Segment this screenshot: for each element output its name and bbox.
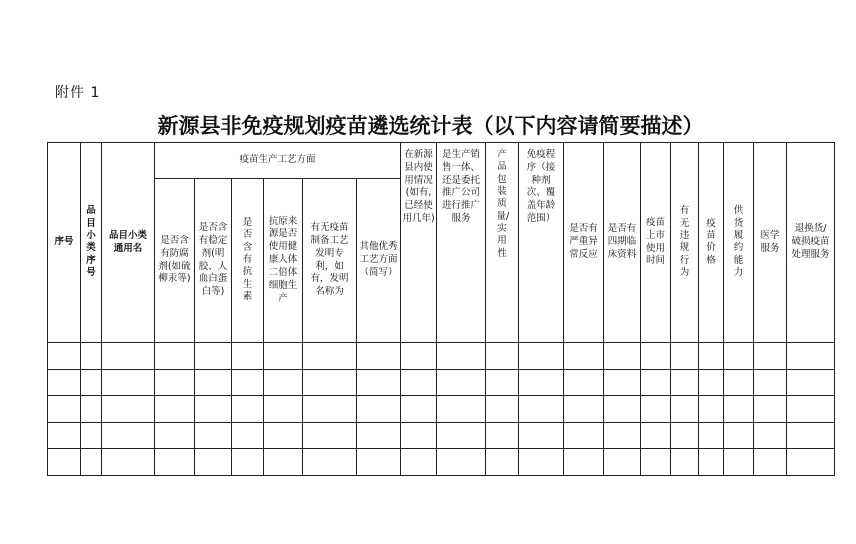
- table-cell[interactable]: [564, 343, 604, 370]
- table-cell[interactable]: [195, 369, 232, 396]
- table-row: [48, 343, 835, 370]
- table-cell[interactable]: [754, 369, 787, 396]
- table-cell[interactable]: [303, 369, 357, 396]
- table-cell[interactable]: [195, 449, 232, 476]
- header-antigen-source: 抗原来源是否使用健康人体二倍体细胞生产: [264, 179, 303, 343]
- table-cell[interactable]: [641, 343, 671, 370]
- table-cell[interactable]: [787, 396, 835, 423]
- header-price: 疫苗价格: [699, 143, 724, 343]
- table-cell[interactable]: [48, 449, 81, 476]
- table-cell[interactable]: [671, 449, 699, 476]
- table-cell[interactable]: [401, 396, 437, 423]
- table-cell[interactable]: [564, 369, 604, 396]
- table-cell[interactable]: [48, 422, 81, 449]
- table-cell[interactable]: [564, 449, 604, 476]
- table-cell[interactable]: [641, 422, 671, 449]
- table-cell[interactable]: [195, 422, 232, 449]
- table-cell[interactable]: [437, 422, 486, 449]
- table-cell[interactable]: [357, 369, 401, 396]
- header-distribution: 是生产销售一体、还是委托推广公司进行推广服务: [437, 143, 486, 343]
- table-cell[interactable]: [303, 343, 357, 370]
- table-cell[interactable]: [232, 396, 264, 423]
- table-cell[interactable]: [699, 396, 724, 423]
- table-cell[interactable]: [264, 343, 303, 370]
- header-medical-service: 医学服务: [754, 143, 787, 343]
- table-cell[interactable]: [754, 343, 787, 370]
- table-cell[interactable]: [264, 396, 303, 423]
- table-row: [48, 449, 835, 476]
- table-cell[interactable]: [519, 449, 564, 476]
- table-cell[interactable]: [357, 396, 401, 423]
- table-cell[interactable]: [155, 449, 195, 476]
- header-stabilizer: 是否含有稳定剂(明胶、人血白蛋白等): [195, 179, 232, 343]
- header-other-process: 其他优秀工艺方面（简写）: [357, 179, 401, 343]
- table-cell[interactable]: [787, 422, 835, 449]
- table-cell[interactable]: [401, 369, 437, 396]
- table-cell[interactable]: [699, 449, 724, 476]
- table-cell[interactable]: [437, 369, 486, 396]
- table-cell[interactable]: [48, 396, 81, 423]
- table-cell[interactable]: [102, 422, 155, 449]
- table-cell[interactable]: [102, 449, 155, 476]
- table-cell[interactable]: [724, 343, 754, 370]
- table-cell[interactable]: [303, 449, 357, 476]
- table-cell[interactable]: [357, 449, 401, 476]
- table-cell[interactable]: [264, 422, 303, 449]
- table-cell[interactable]: [754, 449, 787, 476]
- attachment-label: 附件 1: [55, 85, 101, 101]
- table-cell[interactable]: [699, 422, 724, 449]
- header-category-seq: 品目小类序号: [81, 143, 102, 343]
- document-title: 新源县非免疫规划疫苗遴选统计表（以下内容请简要描述）: [157, 114, 704, 138]
- header-local-usage: 在新源县内使用情况(如有,已经使用几年): [401, 143, 437, 343]
- header-return-service: 退换货/破损疫苗处理服务: [787, 143, 835, 343]
- header-patent: 有无疫苗制备工艺发明专利，如有，发明名称为: [303, 179, 357, 343]
- header-violation: 有无违规行为: [671, 143, 699, 343]
- table-cell[interactable]: [155, 422, 195, 449]
- header-phase4: 是否有四期临床资料: [604, 143, 641, 343]
- table-row: [48, 422, 835, 449]
- table-cell[interactable]: [486, 369, 519, 396]
- table-cell[interactable]: [81, 396, 102, 423]
- table-cell[interactable]: [564, 396, 604, 423]
- header-antibiotic: 是否含有抗生素: [232, 179, 264, 343]
- table-cell[interactable]: [357, 343, 401, 370]
- table-cell[interactable]: [699, 343, 724, 370]
- table-cell[interactable]: [486, 343, 519, 370]
- table-cell[interactable]: [641, 396, 671, 423]
- table-cell[interactable]: [81, 369, 102, 396]
- table-cell[interactable]: [486, 396, 519, 423]
- table-cell[interactable]: [564, 422, 604, 449]
- header-schedule: 免疫程序（接种剂次、覆盖年龄范围）: [519, 143, 564, 343]
- table-cell[interactable]: [155, 396, 195, 423]
- table-cell[interactable]: [486, 422, 519, 449]
- table-cell[interactable]: [102, 369, 155, 396]
- table-cell[interactable]: [232, 343, 264, 370]
- table-cell[interactable]: [699, 369, 724, 396]
- table-cell[interactable]: [641, 369, 671, 396]
- header-adverse: 是否有严重异常反应: [564, 143, 604, 343]
- table-cell[interactable]: [232, 369, 264, 396]
- table-cell[interactable]: [195, 343, 232, 370]
- table-cell[interactable]: [81, 422, 102, 449]
- header-seq: 序号: [48, 143, 81, 343]
- table-cell[interactable]: [81, 343, 102, 370]
- table-cell[interactable]: [671, 343, 699, 370]
- table-cell[interactable]: [437, 396, 486, 423]
- table-cell[interactable]: [401, 422, 437, 449]
- table-cell[interactable]: [604, 369, 641, 396]
- table-cell[interactable]: [303, 396, 357, 423]
- table-cell[interactable]: [671, 369, 699, 396]
- table-cell[interactable]: [357, 422, 401, 449]
- table-cell[interactable]: [604, 343, 641, 370]
- table-cell[interactable]: [401, 343, 437, 370]
- table-cell[interactable]: [195, 396, 232, 423]
- table-cell[interactable]: [724, 422, 754, 449]
- header-supply: 供货履约能力: [724, 143, 754, 343]
- table-cell[interactable]: [232, 449, 264, 476]
- table-cell[interactable]: [102, 396, 155, 423]
- table-cell[interactable]: [401, 449, 437, 476]
- table-cell[interactable]: [604, 396, 641, 423]
- table-cell[interactable]: [155, 369, 195, 396]
- table-cell[interactable]: [671, 422, 699, 449]
- table-cell[interactable]: [754, 396, 787, 423]
- table-cell[interactable]: [641, 449, 671, 476]
- table-cell[interactable]: [48, 343, 81, 370]
- statistics-table: [47, 142, 835, 476]
- header-market-time: 疫苗上市使用时间: [641, 143, 671, 343]
- table-cell[interactable]: [519, 396, 564, 423]
- table-cell[interactable]: [604, 449, 641, 476]
- table-cell[interactable]: [787, 369, 835, 396]
- table-cell[interactable]: [81, 449, 102, 476]
- table-cell[interactable]: [724, 369, 754, 396]
- header-category-name: 品目小类通用名: [102, 143, 155, 343]
- table-cell[interactable]: [787, 449, 835, 476]
- table-cell[interactable]: [437, 449, 486, 476]
- table-cell[interactable]: [486, 449, 519, 476]
- header-packaging: 产品包装质量/实用性: [486, 143, 519, 343]
- table-cell[interactable]: [303, 422, 357, 449]
- table-cell[interactable]: [48, 369, 81, 396]
- table-cell[interactable]: [264, 369, 303, 396]
- table-cell[interactable]: [519, 422, 564, 449]
- table-cell[interactable]: [754, 422, 787, 449]
- table-cell[interactable]: [155, 343, 195, 370]
- table-cell[interactable]: [437, 343, 486, 370]
- table-cell[interactable]: [232, 422, 264, 449]
- table-cell[interactable]: [264, 449, 303, 476]
- table-row: [48, 369, 835, 396]
- table-cell[interactable]: [724, 396, 754, 423]
- table-cell[interactable]: [519, 343, 564, 370]
- table-cell[interactable]: [519, 369, 564, 396]
- header-preservative: 是否含有防腐剂(如硫柳汞等): [155, 179, 195, 343]
- table-cell[interactable]: [787, 343, 835, 370]
- table-cell[interactable]: [671, 396, 699, 423]
- table-row: [48, 396, 835, 423]
- table-cell[interactable]: [604, 422, 641, 449]
- table-cell[interactable]: [724, 449, 754, 476]
- header-process-group: 疫苗生产工艺方面: [155, 143, 401, 179]
- table-cell[interactable]: [102, 343, 155, 370]
